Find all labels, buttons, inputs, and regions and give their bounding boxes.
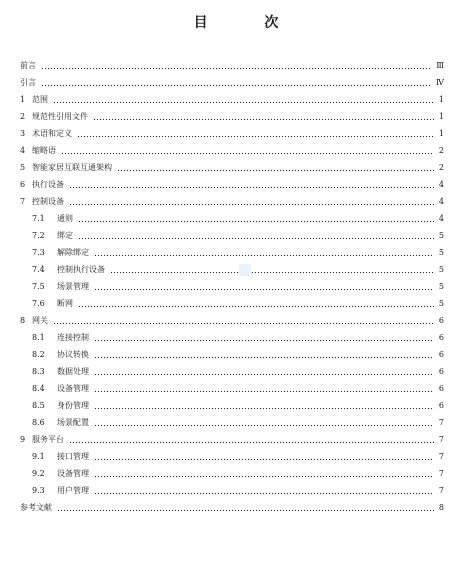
toc-entry-label: 网关 bbox=[32, 316, 48, 325]
toc-entry-page: 6 bbox=[438, 333, 444, 342]
toc-entry-number: 5 bbox=[20, 163, 26, 172]
toc-leader-dots bbox=[94, 374, 434, 375]
toc-entry-page: Ⅲ bbox=[436, 61, 444, 70]
toc-entry[interactable] bbox=[32, 281, 444, 293]
toc-entry[interactable] bbox=[20, 434, 444, 446]
toc-entry-number: 8.3 bbox=[32, 367, 45, 376]
toc-entry[interactable] bbox=[20, 128, 444, 140]
toc-entry-page: 1 bbox=[438, 95, 444, 104]
toc-entry-label: 协议转换 bbox=[57, 350, 89, 359]
toc-entry-label: 缩略语 bbox=[32, 146, 56, 155]
toc-leader-dots bbox=[93, 119, 434, 120]
toc-leader-dots bbox=[94, 493, 434, 494]
toc-entry-number: 3 bbox=[20, 129, 26, 138]
toc-entry-page: 6 bbox=[438, 384, 444, 393]
toc-entry-page: 7 bbox=[438, 435, 444, 444]
toc-entry-number: 7.1 bbox=[32, 214, 45, 223]
toc-entry-label: 用户管理 bbox=[57, 486, 89, 495]
toc-entry-page: 1 bbox=[438, 112, 444, 121]
toc-entry-page: 5 bbox=[438, 248, 444, 257]
toc-leader-dots bbox=[110, 272, 434, 273]
toc-entry-number: 8.2 bbox=[32, 350, 45, 359]
toc-entry-label: 规范性引用文件 bbox=[32, 112, 88, 121]
toc-entry[interactable] bbox=[20, 162, 444, 174]
toc-leader-dots bbox=[94, 289, 434, 290]
toc-entry-number: 9.2 bbox=[32, 469, 45, 478]
toc-entry[interactable] bbox=[32, 213, 444, 225]
toc-entry-label: 设备管理 bbox=[57, 384, 89, 393]
toc-entry[interactable] bbox=[20, 315, 444, 327]
toc-entry[interactable] bbox=[20, 77, 444, 89]
toc-entry-number: 7.2 bbox=[32, 231, 45, 240]
toc-entry-label: 控制设备 bbox=[32, 197, 64, 206]
toc-leader-dots bbox=[78, 238, 434, 239]
toc-entry-number: 7 bbox=[20, 197, 26, 206]
toc-entry[interactable] bbox=[32, 451, 444, 463]
toc-entry-page: 4 bbox=[438, 214, 444, 223]
toc-entry-label: 身份管理 bbox=[57, 401, 89, 410]
toc-leader-dots bbox=[57, 510, 434, 511]
toc-entry-label: 执行设备 bbox=[32, 180, 64, 189]
toc-entry[interactable] bbox=[32, 247, 444, 259]
toc-entry-label: 范围 bbox=[32, 95, 48, 104]
toc-entry-number: 7.5 bbox=[32, 282, 45, 291]
toc-leader-dots bbox=[78, 221, 434, 222]
toc-entry-page: 8 bbox=[438, 503, 444, 512]
toc-entry-page: 7 bbox=[438, 452, 444, 461]
toc-leader-dots bbox=[94, 391, 434, 392]
toc-entry[interactable] bbox=[32, 366, 444, 378]
toc-entry-page: 4 bbox=[438, 197, 444, 206]
toc-entry-number: 1 bbox=[20, 95, 26, 104]
toc-entry-page: 6 bbox=[438, 350, 444, 359]
page-title: 目 次 bbox=[193, 15, 305, 31]
toc-leader-dots bbox=[94, 255, 434, 256]
toc-entry-number: 6 bbox=[20, 180, 26, 189]
toc-leader-dots bbox=[53, 323, 434, 324]
toc-entry[interactable] bbox=[32, 400, 444, 412]
toc-entry[interactable] bbox=[32, 264, 444, 276]
toc-entry-number: 7.4 bbox=[32, 265, 45, 274]
toc-entry-label: 连接控制 bbox=[57, 333, 89, 342]
toc-entry-label: 数据处理 bbox=[57, 367, 89, 376]
toc-entry-number: 8.4 bbox=[32, 384, 45, 393]
toc-entry[interactable] bbox=[32, 417, 444, 429]
toc-entry-label: 设备管理 bbox=[57, 469, 89, 478]
toc-leader-dots bbox=[94, 408, 434, 409]
toc-entry[interactable] bbox=[32, 468, 444, 480]
toc-entry-number: 8.6 bbox=[32, 418, 45, 427]
toc-entry-page: Ⅳ bbox=[436, 78, 444, 87]
toc-leader-dots bbox=[94, 340, 434, 341]
toc-entry-number: 8.5 bbox=[32, 401, 45, 410]
toc-leader-dots bbox=[94, 459, 434, 460]
toc-entry-page: 5 bbox=[438, 265, 444, 274]
toc-entry-page: 5 bbox=[438, 282, 444, 291]
toc-entry[interactable] bbox=[20, 179, 444, 191]
toc-entry-label: 术语和定义 bbox=[32, 129, 72, 138]
toc-entry-page: 7 bbox=[438, 486, 444, 495]
toc-entry[interactable] bbox=[20, 196, 444, 208]
toc-entry-label: 通则 bbox=[57, 214, 73, 223]
toc-entry-page: 6 bbox=[438, 401, 444, 410]
toc-entry-number: 7.6 bbox=[32, 299, 45, 308]
toc-entry[interactable] bbox=[32, 230, 444, 242]
toc-leader-dots bbox=[94, 357, 434, 358]
toc-entry-label: 智能家居互联互通架构 bbox=[32, 163, 112, 172]
toc-leader-dots bbox=[69, 442, 434, 443]
toc-entry-number: 4 bbox=[20, 146, 26, 155]
toc-entry[interactable] bbox=[20, 94, 444, 106]
toc-entry[interactable] bbox=[20, 111, 444, 123]
toc-entry-page: 2 bbox=[438, 163, 444, 172]
toc-entry-label: 解除绑定 bbox=[57, 248, 89, 257]
toc-entry[interactable] bbox=[32, 485, 444, 497]
toc-entry-number: 7.3 bbox=[32, 248, 45, 257]
toc-entry-label: 前言 bbox=[20, 61, 36, 70]
toc-entry-label: 控制执行设备 bbox=[57, 265, 105, 274]
toc-entry-label: 断网 bbox=[57, 299, 73, 308]
toc-entry-number: 8.1 bbox=[32, 333, 45, 342]
toc-leader-dots bbox=[53, 102, 434, 103]
toc-entry[interactable] bbox=[20, 145, 444, 157]
toc-leader-dots bbox=[78, 306, 434, 307]
toc-entry[interactable] bbox=[32, 332, 444, 344]
toc-entry-number: 9.1 bbox=[32, 452, 45, 461]
toc-entry[interactable] bbox=[32, 298, 444, 310]
toc-entry-label: 接口管理 bbox=[57, 452, 89, 461]
toc-entry-label: 服务平台 bbox=[32, 435, 64, 444]
toc-entry-number: 2 bbox=[20, 112, 26, 121]
toc-leader-dots bbox=[77, 136, 434, 137]
toc-leader-dots bbox=[117, 170, 434, 171]
toc-entry-page: 7 bbox=[438, 418, 444, 427]
toc-leader-dots bbox=[41, 85, 432, 86]
toc-entry-label: 参考文献 bbox=[20, 503, 52, 512]
toc-entry-page: 5 bbox=[438, 231, 444, 240]
toc-entry-page: 6 bbox=[438, 367, 444, 376]
toc-leader-dots bbox=[41, 68, 432, 69]
toc-entry-label: 场景配置 bbox=[57, 418, 89, 427]
toc-entry-number: 8 bbox=[20, 316, 26, 325]
toc-entry[interactable] bbox=[32, 383, 444, 395]
toc-entry-page: 2 bbox=[438, 146, 444, 155]
watermark-logo bbox=[239, 264, 251, 276]
toc-entry-number: 9 bbox=[20, 435, 26, 444]
toc-leader-dots bbox=[61, 153, 434, 154]
toc-entry-page: 7 bbox=[438, 469, 444, 478]
toc-entry[interactable] bbox=[20, 60, 444, 72]
toc-entry-page: 1 bbox=[438, 129, 444, 138]
toc-entry-page: 6 bbox=[438, 316, 444, 325]
toc-entry-label: 场景管理 bbox=[57, 282, 89, 291]
toc-entry-label: 绑定 bbox=[57, 231, 73, 240]
toc-entry[interactable] bbox=[20, 502, 444, 514]
toc-entry-label: 引言 bbox=[20, 78, 36, 87]
toc-entry-page: 5 bbox=[438, 299, 444, 308]
toc-leader-dots bbox=[94, 476, 434, 477]
toc-entry[interactable] bbox=[32, 349, 444, 361]
toc-leader-dots bbox=[69, 187, 434, 188]
toc-leader-dots bbox=[69, 204, 434, 205]
toc-leader-dots bbox=[94, 425, 434, 426]
toc-entry-number: 9.3 bbox=[32, 486, 45, 495]
toc-entry-page: 4 bbox=[438, 180, 444, 189]
